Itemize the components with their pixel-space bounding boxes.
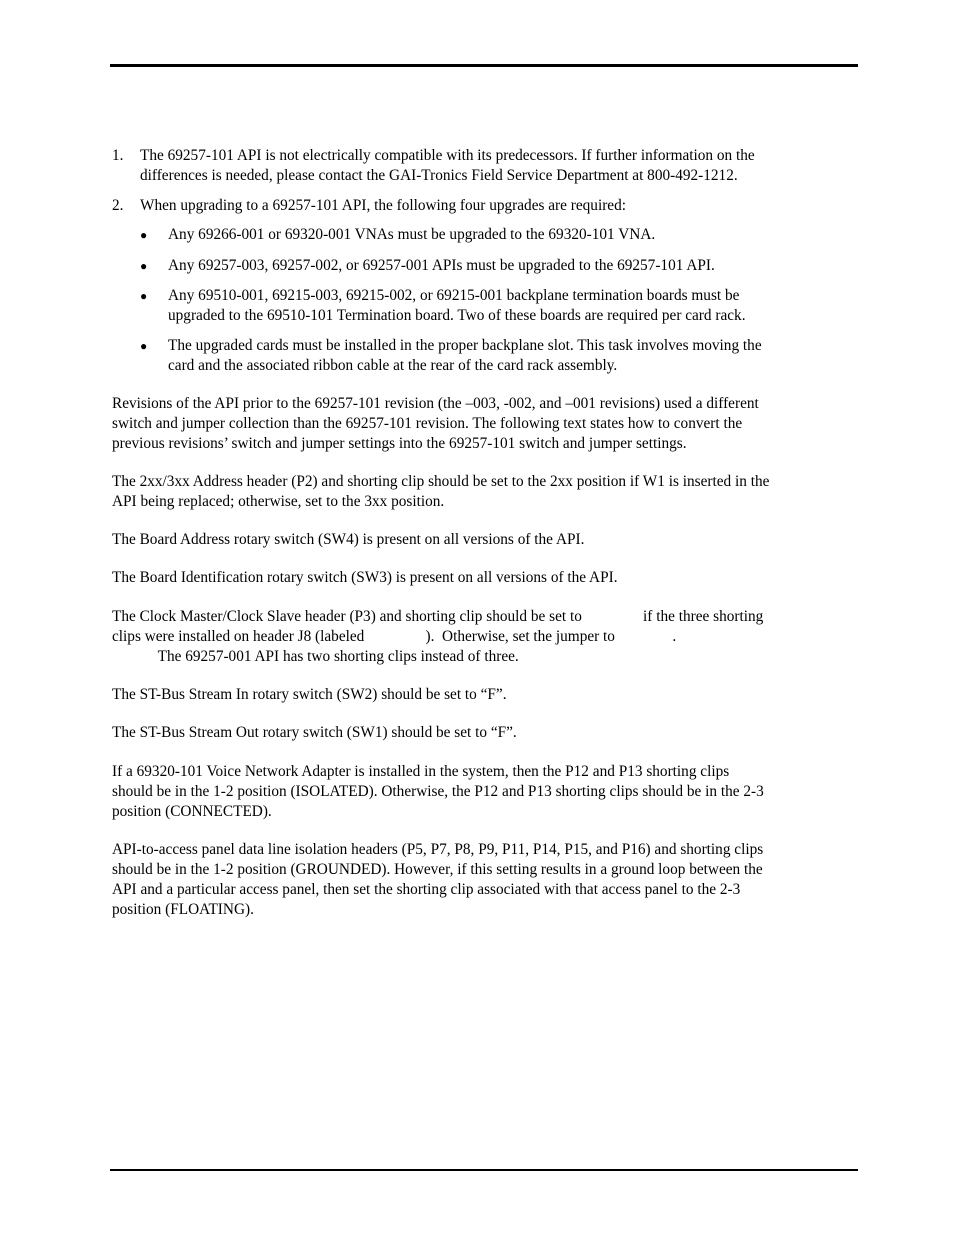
bullet-item-text: The upgraded cards must be installed in the proper backplane slot. This task involves moving the card and the associated ribbon cable at the rear of the card rack assembly. xyxy=(168,337,762,374)
bullet-item-text: Any 69266-001 or 69320-001 VNAs must be upgraded to the 69320-101 VNA. xyxy=(168,226,656,243)
numbered-item-text: When upgrading to a 69257-101 API, the following four upgrades are required: xyxy=(140,197,626,214)
paragraph-board-identification: The Board Identification rotary switch (SW3) is present on all versions of the API. xyxy=(112,569,618,586)
numbered-item-text: The 69257-101 API is not electrically compatible with its predecessors. If further information on the differences is needed, please contact the GAI-Tronics Field Service Department at 800-492-1212. xyxy=(140,147,755,184)
bullet-icon: ● xyxy=(140,228,148,242)
bullet-icon: ● xyxy=(140,259,148,273)
paragraph-stream-in: The ST-Bus Stream In rotary switch (SW2) should be set to “F”. xyxy=(112,686,507,703)
paragraph-stream-out: The ST-Bus Stream Out rotary switch (SW1) should be set to “F”. xyxy=(112,724,517,741)
bullet-icon: ● xyxy=(140,339,148,353)
paragraph-address-header: The 2xx/3xx Address header (P2) and shorting clip should be set to the 2xx position if W1 is inserted in the API being replaced; otherwise, set to the 3xx position. xyxy=(112,473,770,510)
paragraph-clock-master: The Clock Master/Clock Slave header (P3) and shorting clip should be set to if the three shorting clips were installed on header J8 (labeled ). Otherwise, set the jumper to . The 69257-001 API has two shorting clips instead of three. xyxy=(112,608,764,665)
bullet-item-text: Any 69510-001, 69215-003, 69215-002, or 69215-001 backplane termination boards must be upgraded to the 69510-101 Termination board. Two of these boards are required per card rack. xyxy=(168,287,746,324)
list-number: 1. xyxy=(112,147,124,164)
paragraph-data-line-isolation: API-to-access panel data line isolation headers (P5, P7, P8, P9, P11, P14, P15, and P16) and shorting clips should be in the 1-2 position (GROUNDED). However, if this setting results in a ground loop between the API and a particular access panel, then set the shorting clip associated with that access panel to the 2-3 position (FLOATING). xyxy=(112,841,764,918)
list-number: 2. xyxy=(112,197,124,214)
paragraph-board-address: The Board Address rotary switch (SW4) is present on all versions of the API. xyxy=(112,531,585,548)
header-rule xyxy=(110,64,858,67)
footer-rule xyxy=(110,1169,858,1171)
bullet-icon: ● xyxy=(140,289,148,303)
paragraph-revisions: Revisions of the API prior to the 69257-101 revision (the –003, -002, and –001 revisions) used a different switch and jumper collection than the 69257-101 revision. The following text states how to convert the previous revisions’ switch and jumper settings into the 69257-101 switch and jumper settings. xyxy=(112,395,759,452)
paragraph-voice-network-adapter: If a 69320-101 Voice Network Adapter is installed in the system, then the P12 and P13 shorting clips should be in the 1-2 position (ISOLATED). Otherwise, the P12 and P13 shorting clips should be in the 2-3 position (CONNECTED). xyxy=(112,763,764,820)
bullet-item-text: Any 69257-003, 69257-002, or 69257-001 APIs must be upgraded to the 69257-101 API. xyxy=(168,257,715,274)
